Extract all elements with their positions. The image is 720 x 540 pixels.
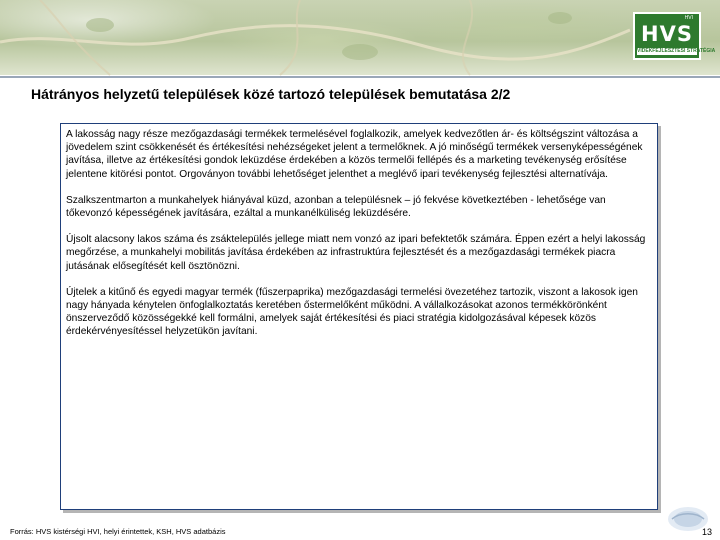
paragraph-szalkszentmarton: Szalkszentmarton a munkahelyek hiányával küzd, azonban a településnek – jó fekvése következtében - lehetősége van tőkevonzó képességének javítására, ezáltal a munkanélküliség leküzdésére. — [66, 194, 606, 220]
page-number: 13 — [701, 527, 712, 537]
content-textbox — [60, 123, 658, 510]
map-background — [0, 0, 720, 75]
paragraph-ujtelek: Újtelek a kitűnő és egyedi magyar termék (fűszerpaprika) mezőgazdasági termelési övezetéhez tartozik, viszont a lakosok igen nagy hányada kénytelen önfoglalkoztatás keretében őstermelőként működni. A vállalkozásokat azonos termékkörönként önszerveződő közösségekké kell formálni, amelyek saját értékesítési és piaci stratégia kidolgozásával képesek közös érdekérvényesítéssel helyzetükön javítani. — [66, 286, 638, 338]
header-banner — [0, 0, 720, 75]
paragraph-orgovany: A lakosság nagy része mezőgazdasági termékek termelésével foglalkozik, amelyek kedvezőtlen ár- és költségszint változása a jövedelem szint csökkenését és értékesítési nehézségeket jelent a termelőknek. A jó minőségű termékek versenyképességének javítása, illetve az értékesítési gondok leküzdése érdekében a közös termelői fellépés és a marketing tevékenység erősítése jelentene kitörési pontot. Orgoványon további lehetőséget jelenthet a meglévő ipari tevékenység fejlesztési alternatívája. — [66, 129, 643, 180]
page-title: Hátrányos helyzetű települések közé tartozó települések bemutatása 2/2 — [31, 86, 511, 102]
source-note: Forrás: HVS kistérségi HVI, helyi érintettek, KSH, HVS adatbázis — [10, 527, 226, 536]
logo-subtitle: VIDÉKFEJLESZTÉSI STRATÉGIA — [637, 48, 716, 54]
title-divider — [0, 76, 720, 78]
logo-text: HVS — [641, 22, 693, 46]
paragraph-ujsolt: Újsolt alacsony lakos száma és zsáktelepülés jellege miatt nem vonzó az ipari befektetők számára. Éppen ezért a helyi lakosság megőrzése, a munkahelyi mobilitás javítása érdekében az infrastruktúra fejlesztését és a mezőgazdasági termékek piacra jutásának elősegítését kell ösztönözni. — [66, 234, 646, 272]
hvs-logo — [633, 12, 716, 60]
logo-small-text: HVI — [684, 15, 693, 21]
